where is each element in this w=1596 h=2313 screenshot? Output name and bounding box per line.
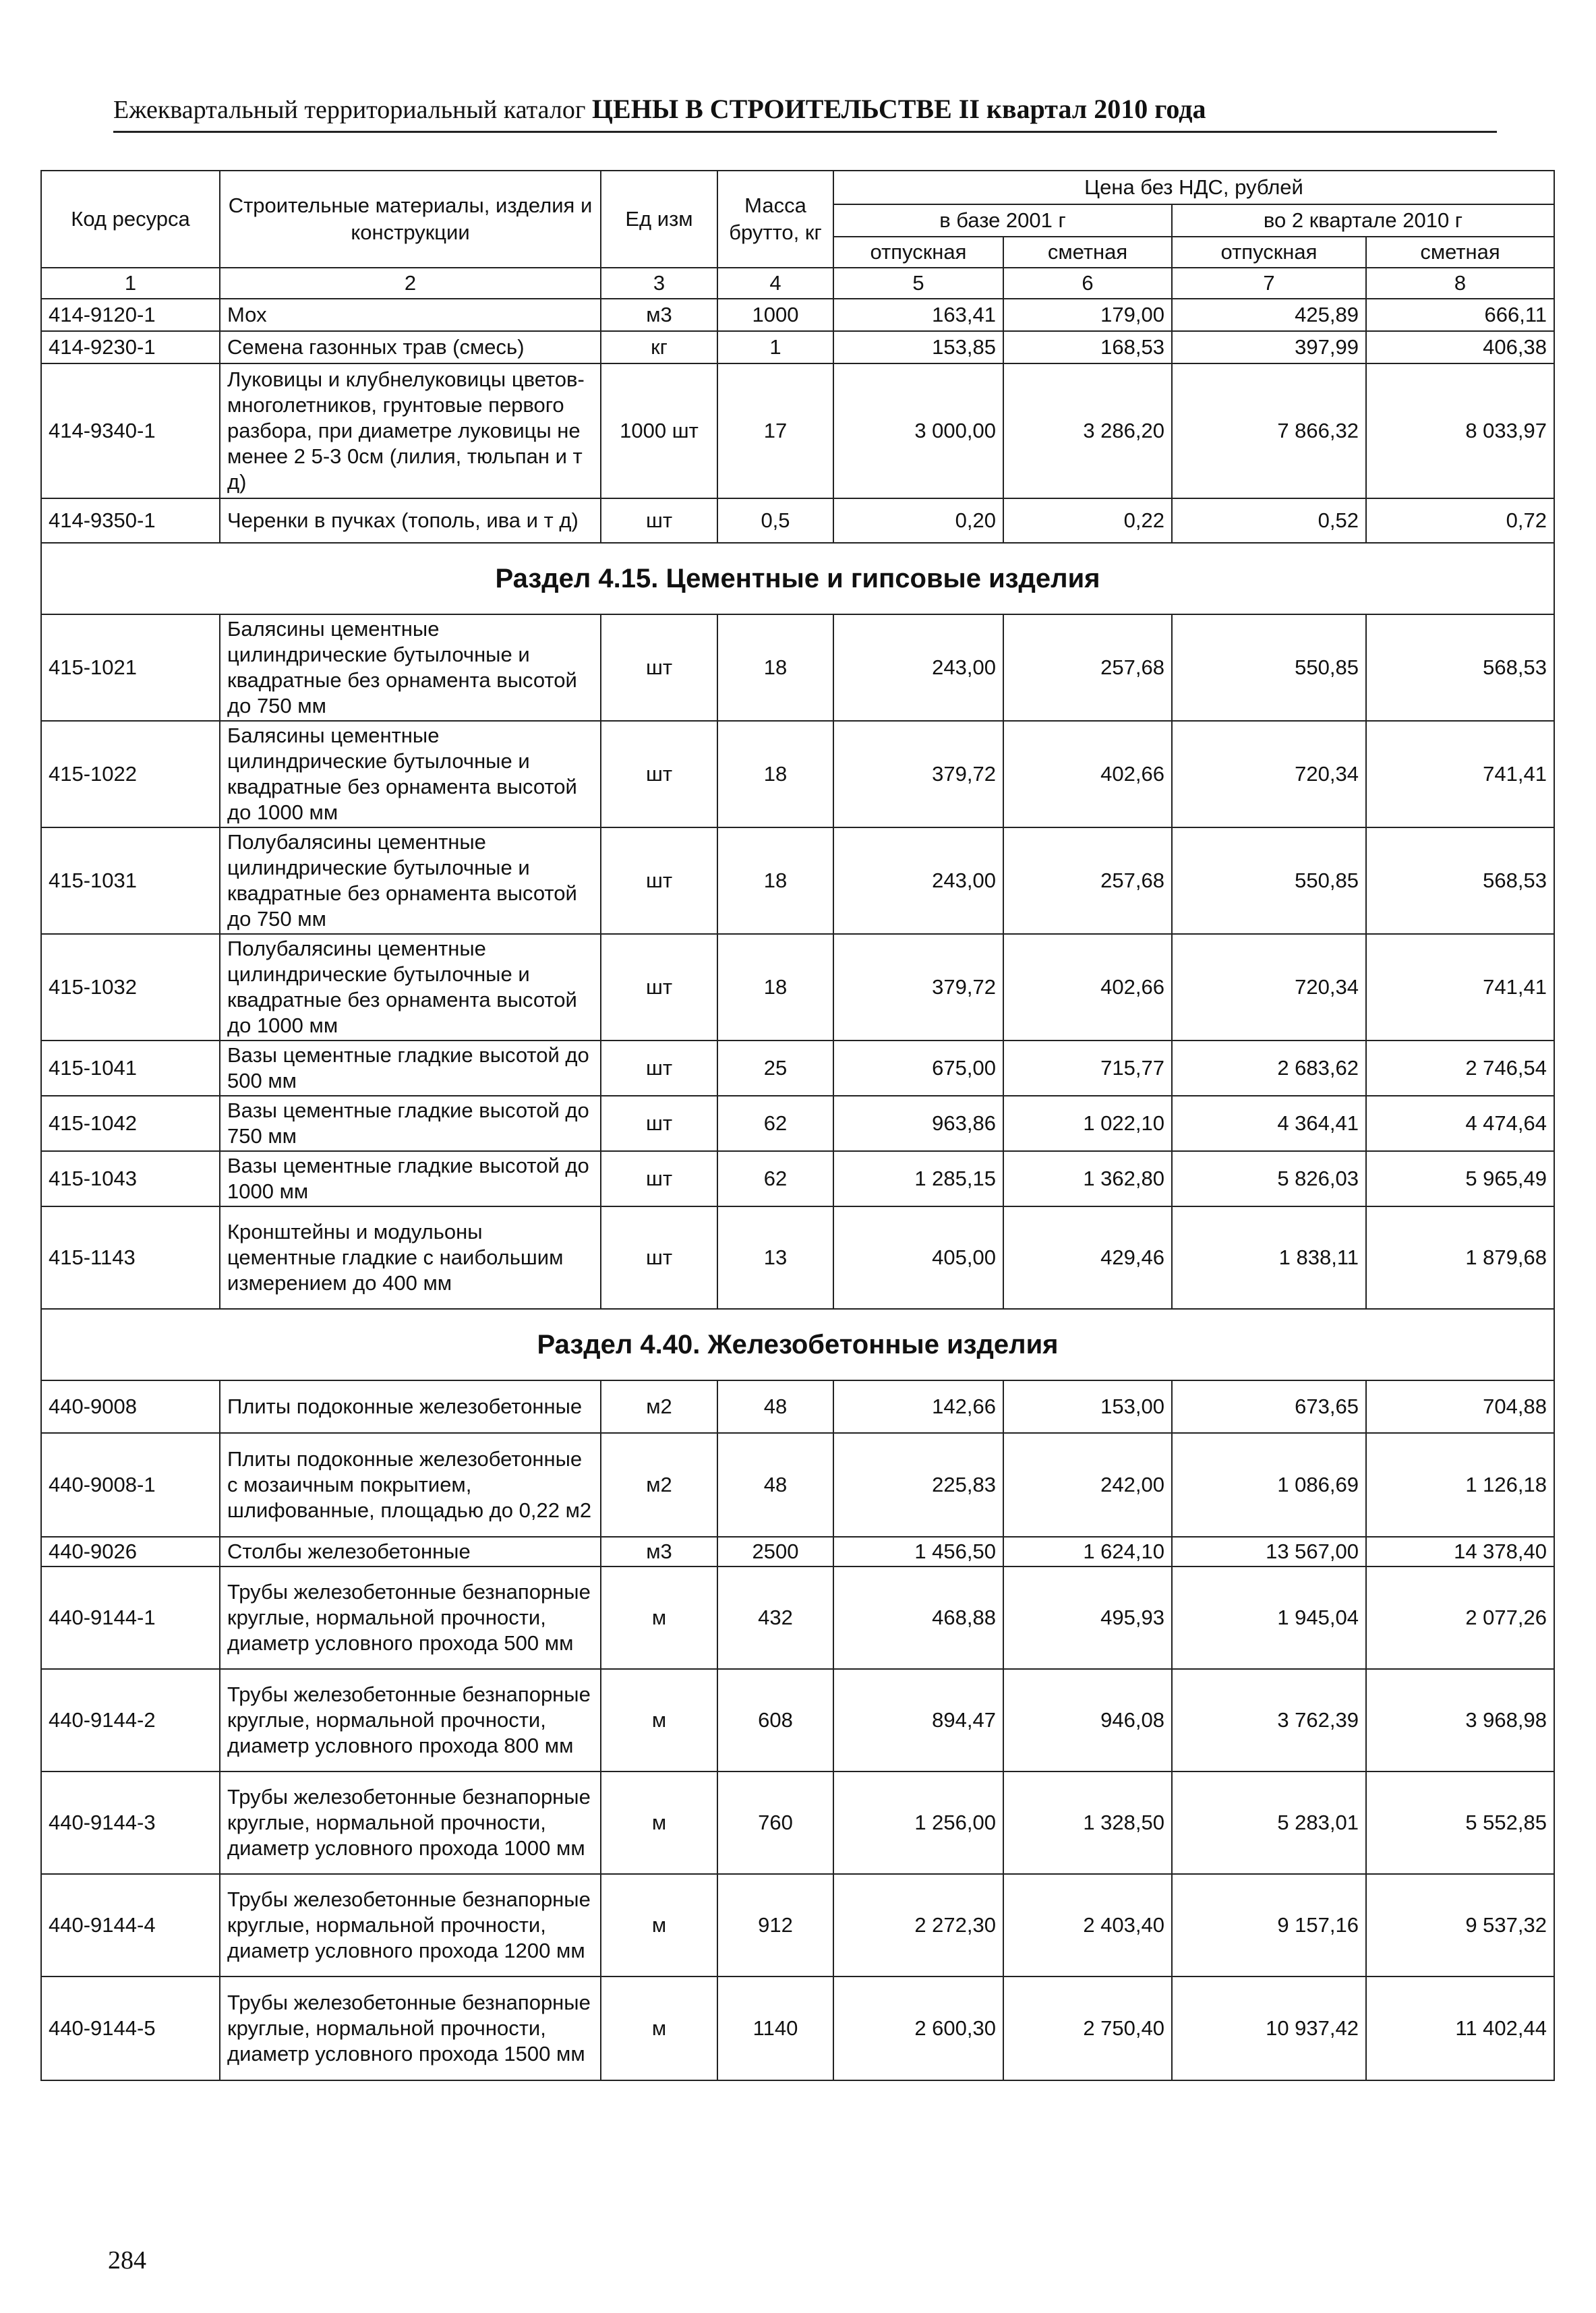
price-base-smetnaya: 402,66 [1003,721,1172,827]
price-q2-otpusknaya: 7 866,32 [1172,363,1366,498]
col-number: 6 [1003,268,1172,299]
price-q2-smetnaya: 8 033,97 [1366,363,1554,498]
price-q2-otpusknaya: 2 683,62 [1172,1041,1366,1096]
resource-code: 414-9340-1 [41,363,220,498]
col-number: 4 [717,268,833,299]
table-row [41,1206,1554,1309]
unit-cell: шт [601,498,717,543]
mass-cell: 912 [717,1874,833,1977]
price-q2-smetnaya: 4 474,64 [1366,1096,1554,1151]
resource-code: 414-9120-1 [41,299,220,331]
table-row [41,934,1554,1041]
price-q2-otpusknaya: 1 086,69 [1172,1433,1366,1537]
unit-cell: шт [601,614,717,721]
resource-code: 415-1022 [41,721,220,827]
price-base-otpusknaya: 405,00 [833,1206,1003,1309]
material-name: Кронштейны и модульоны цементные гладкие с наибольшим измерением до 400 мм [220,1206,601,1309]
material-name: Вазы цементные гладкие высотой до 750 мм [220,1096,601,1151]
header-material: Строительные материалы, изделия и конструкции [220,171,601,268]
price-base-smetnaya: 242,00 [1003,1433,1172,1537]
header-otpusknaya-base: отпускная [833,237,1003,268]
price-base-smetnaya: 257,68 [1003,827,1172,934]
col-number: 1 [41,268,220,299]
price-q2-smetnaya: 14 378,40 [1366,1537,1554,1567]
table-row [41,1669,1554,1772]
header-rule [113,131,1497,133]
price-base-smetnaya: 1 328,50 [1003,1772,1172,1874]
price-base-smetnaya: 1 362,80 [1003,1151,1172,1206]
unit-cell: шт [601,934,717,1041]
header-mass: Масса брутто, кг [717,171,833,268]
header-title: ЦЕНЫ В СТРОИТЕЛЬСТВЕ II квартал 2010 года [591,94,1206,124]
price-q2-smetnaya: 741,41 [1366,934,1554,1041]
resource-code: 414-9230-1 [41,331,220,363]
resource-code: 440-9144-5 [41,1977,220,2080]
price-q2-smetnaya: 568,53 [1366,827,1554,934]
material-name: Мох [220,299,601,331]
price-base-smetnaya: 3 286,20 [1003,363,1172,498]
unit-cell: м [601,1567,717,1669]
price-base-otpusknaya: 379,72 [833,934,1003,1041]
resource-code: 415-1143 [41,1206,220,1309]
mass-cell: 432 [717,1567,833,1669]
price-q2-otpusknaya: 1 838,11 [1172,1206,1366,1309]
unit-cell: шт [601,1206,717,1309]
mass-cell: 25 [717,1041,833,1096]
price-q2-otpusknaya: 720,34 [1172,934,1366,1041]
price-base-smetnaya: 495,93 [1003,1567,1172,1669]
price-q2-otpusknaya: 3 762,39 [1172,1669,1366,1772]
price-base-otpusknaya: 1 285,15 [833,1151,1003,1206]
resource-code: 440-9026 [41,1537,220,1567]
material-name: Плиты подоконные железобетонные с мозаичным покрытием, шлифованные, площадью до 0,22 м2 [220,1433,601,1537]
table-row [41,1433,1554,1537]
price-q2-otpusknaya: 9 157,16 [1172,1874,1366,1977]
table-row [41,1977,1554,2080]
table-row [41,827,1554,934]
mass-cell: 17 [717,363,833,498]
price-q2-smetnaya: 2 077,26 [1366,1567,1554,1669]
unit-cell: шт [601,1151,717,1206]
table-row [41,1151,1554,1206]
price-base-otpusknaya: 894,47 [833,1669,1003,1772]
price-base-smetnaya: 153,00 [1003,1380,1172,1433]
resource-code: 415-1043 [41,1151,220,1206]
section-row [41,1309,1554,1380]
unit-cell: кг [601,331,717,363]
price-base-otpusknaya: 468,88 [833,1567,1003,1669]
mass-cell: 18 [717,614,833,721]
price-q2-otpusknaya: 13 567,00 [1172,1537,1366,1567]
col-number: 3 [601,268,717,299]
price-base-otpusknaya: 163,41 [833,299,1003,331]
price-q2-smetnaya: 5 552,85 [1366,1772,1554,1874]
price-q2-smetnaya: 666,11 [1366,299,1554,331]
price-base-otpusknaya: 963,86 [833,1096,1003,1151]
header-unit: Ед изм [601,171,717,268]
table-row [41,614,1554,721]
unit-cell: м [601,1874,717,1977]
price-base-otpusknaya: 1 256,00 [833,1772,1003,1874]
material-name: Луковицы и клубнелуковицы цветов-многолетников, грунтовые первого разбора, при диаметре луковицы не менее 2 5-3 0см (лилия, тюльпан и т д) [220,363,601,498]
price-q2-otpusknaya: 10 937,42 [1172,1977,1366,2080]
resource-code: 440-9008-1 [41,1433,220,1537]
price-base-otpusknaya: 153,85 [833,331,1003,363]
price-q2-otpusknaya: 550,85 [1172,614,1366,721]
price-base-smetnaya: 0,22 [1003,498,1172,543]
col-number: 8 [1366,268,1554,299]
price-base-otpusknaya: 1 456,50 [833,1537,1003,1567]
col-number: 7 [1172,268,1366,299]
mass-cell: 0,5 [717,498,833,543]
mass-cell: 18 [717,934,833,1041]
mass-cell: 2500 [717,1537,833,1567]
resource-code: 415-1042 [41,1096,220,1151]
section-row [41,543,1554,614]
unit-cell: м2 [601,1433,717,1537]
mass-cell: 1000 [717,299,833,331]
price-q2-smetnaya: 3 968,98 [1366,1669,1554,1772]
resource-code: 440-9144-4 [41,1874,220,1977]
price-q2-otpusknaya: 673,65 [1172,1380,1366,1433]
price-base-smetnaya: 402,66 [1003,934,1172,1041]
price-base-smetnaya: 168,53 [1003,331,1172,363]
table-row [41,1567,1554,1669]
resource-code: 414-9350-1 [41,498,220,543]
material-name: Плиты подоконные железобетонные [220,1380,601,1433]
material-name: Трубы железобетонные безнапорные круглые, нормальной прочности, диаметр условного прохода 1200 мм [220,1874,601,1977]
unit-cell: м [601,1669,717,1772]
mass-cell: 760 [717,1772,833,1874]
mass-cell: 1 [717,331,833,363]
table-row [41,1380,1554,1433]
price-base-smetnaya: 429,46 [1003,1206,1172,1309]
mass-cell: 18 [717,721,833,827]
material-name: Трубы железобетонные безнапорные круглые, нормальной прочности, диаметр условного прохода 800 мм [220,1669,601,1772]
resource-code: 440-9144-2 [41,1669,220,1772]
price-base-smetnaya: 179,00 [1003,299,1172,331]
col-number: 5 [833,268,1003,299]
mass-cell: 48 [717,1433,833,1537]
resource-code: 415-1031 [41,827,220,934]
table-row [41,1041,1554,1096]
price-q2-smetnaya: 568,53 [1366,614,1554,721]
table-row [41,1096,1554,1151]
material-name: Полубалясины цементные цилиндрические бутылочные и квадратные без орнамента высотой до 750 мм [220,827,601,934]
unit-cell: шт [601,1096,717,1151]
unit-cell: м3 [601,1537,717,1567]
mass-cell: 62 [717,1151,833,1206]
table-row [41,1874,1554,1977]
price-base-otpusknaya: 2 272,30 [833,1874,1003,1977]
price-q2-smetnaya: 2 746,54 [1366,1041,1554,1096]
header-code: Код ресурса [41,171,220,268]
price-table [40,170,1555,2081]
price-base-otpusknaya: 243,00 [833,614,1003,721]
price-base-otpusknaya: 379,72 [833,721,1003,827]
table-row [41,498,1554,543]
price-base-otpusknaya: 2 600,30 [833,1977,1003,2080]
price-base-smetnaya: 2 750,40 [1003,1977,1172,2080]
table-row [41,299,1554,331]
price-base-otpusknaya: 225,83 [833,1433,1003,1537]
price-base-otpusknaya: 0,20 [833,498,1003,543]
col-number: 2 [220,268,601,299]
unit-cell: м [601,1977,717,2080]
price-q2-otpusknaya: 5 283,01 [1172,1772,1366,1874]
price-base-smetnaya: 257,68 [1003,614,1172,721]
resource-code: 415-1032 [41,934,220,1041]
unit-cell: м2 [601,1380,717,1433]
price-q2-smetnaya: 0,72 [1366,498,1554,543]
price-q2-smetnaya: 5 965,49 [1366,1151,1554,1206]
material-name: Черенки в пучках (тополь, ива и т д) [220,498,601,543]
unit-cell: 1000 шт [601,363,717,498]
table-row [41,721,1554,827]
material-name: Балясины цементные цилиндрические бутылочные и квадратные без орнамента высотой до 1000 мм [220,721,601,827]
material-name: Вазы цементные гладкие высотой до 500 мм [220,1041,601,1096]
mass-cell: 608 [717,1669,833,1772]
header-smetnaya-base: сметная [1003,237,1172,268]
table-row [41,1537,1554,1567]
unit-cell: шт [601,1041,717,1096]
material-name: Трубы железобетонные безнапорные круглые, нормальной прочности, диаметр условного прохода 500 мм [220,1567,601,1669]
price-q2-otpusknaya: 720,34 [1172,721,1366,827]
material-name: Семена газонных трав (смесь) [220,331,601,363]
price-q2-otpusknaya: 4 364,41 [1172,1096,1366,1151]
unit-cell: шт [601,827,717,934]
material-name: Трубы железобетонные безнапорные круглые, нормальной прочности, диаметр условного прохода 1000 мм [220,1772,601,1874]
resource-code: 415-1021 [41,614,220,721]
price-q2-otpusknaya: 0,52 [1172,498,1366,543]
header-base-2001: в базе 2001 г [833,204,1172,237]
price-base-otpusknaya: 3 000,00 [833,363,1003,498]
price-q2-smetnaya: 11 402,44 [1366,1977,1554,2080]
price-q2-smetnaya: 741,41 [1366,721,1554,827]
price-q2-smetnaya: 9 537,32 [1366,1874,1554,1977]
price-base-smetnaya: 715,77 [1003,1041,1172,1096]
price-q2-otpusknaya: 397,99 [1172,331,1366,363]
material-name: Столбы железобетонные [220,1537,601,1567]
price-base-smetnaya: 1 624,10 [1003,1537,1172,1567]
section-heading-4-15: Раздел 4.15. Цементные и гипсовые изделия [41,543,1554,614]
price-base-smetnaya: 1 022,10 [1003,1096,1172,1151]
price-base-smetnaya: 946,08 [1003,1669,1172,1772]
material-name: Балясины цементные цилиндрические бутылочные и квадратные без орнамента высотой до 750 мм [220,614,601,721]
header-price: Цена без НДС, рублей [833,171,1554,204]
mass-cell: 62 [717,1096,833,1151]
page-header [113,93,1496,125]
header-q2-2010: во 2 квартале 2010 г [1172,204,1554,237]
mass-cell: 18 [717,827,833,934]
material-name: Полубалясины цементные цилиндрические бутылочные и квадратные без орнамента высотой до 1000 мм [220,934,601,1041]
unit-cell: м3 [601,299,717,331]
header-smetnaya-q2: сметная [1366,237,1554,268]
price-base-smetnaya: 2 403,40 [1003,1874,1172,1977]
price-q2-smetnaya: 704,88 [1366,1380,1554,1433]
price-q2-otpusknaya: 425,89 [1172,299,1366,331]
header-prefix: Ежеквартальный территориальный каталог [113,96,592,124]
mass-cell: 48 [717,1380,833,1433]
price-base-otpusknaya: 243,00 [833,827,1003,934]
mass-cell: 13 [717,1206,833,1309]
table-row [41,1772,1554,1874]
header-otpusknaya-q2: отпускная [1172,237,1366,268]
resource-code: 440-9008 [41,1380,220,1433]
resource-code: 415-1041 [41,1041,220,1096]
price-q2-otpusknaya: 1 945,04 [1172,1567,1366,1669]
section-heading-4-40: Раздел 4.40. Железобетонные изделия [41,1309,1554,1380]
unit-cell: шт [601,721,717,827]
material-name: Вазы цементные гладкие высотой до 1000 мм [220,1151,601,1206]
price-q2-otpusknaya: 550,85 [1172,827,1366,934]
price-base-otpusknaya: 142,66 [833,1380,1003,1433]
price-q2-smetnaya: 1 126,18 [1366,1433,1554,1537]
price-q2-smetnaya: 406,38 [1366,331,1554,363]
unit-cell: м [601,1772,717,1874]
resource-code: 440-9144-1 [41,1567,220,1669]
price-q2-smetnaya: 1 879,68 [1366,1206,1554,1309]
column-numbers-row [41,268,1554,299]
table-row [41,331,1554,363]
page-number: 284 [108,2246,146,2275]
price-base-otpusknaya: 675,00 [833,1041,1003,1096]
mass-cell: 1140 [717,1977,833,2080]
material-name: Трубы железобетонные безнапорные круглые, нормальной прочности, диаметр условного прохода 1500 мм [220,1977,601,2080]
table-row [41,363,1554,498]
price-q2-otpusknaya: 5 826,03 [1172,1151,1366,1206]
resource-code: 440-9144-3 [41,1772,220,1874]
